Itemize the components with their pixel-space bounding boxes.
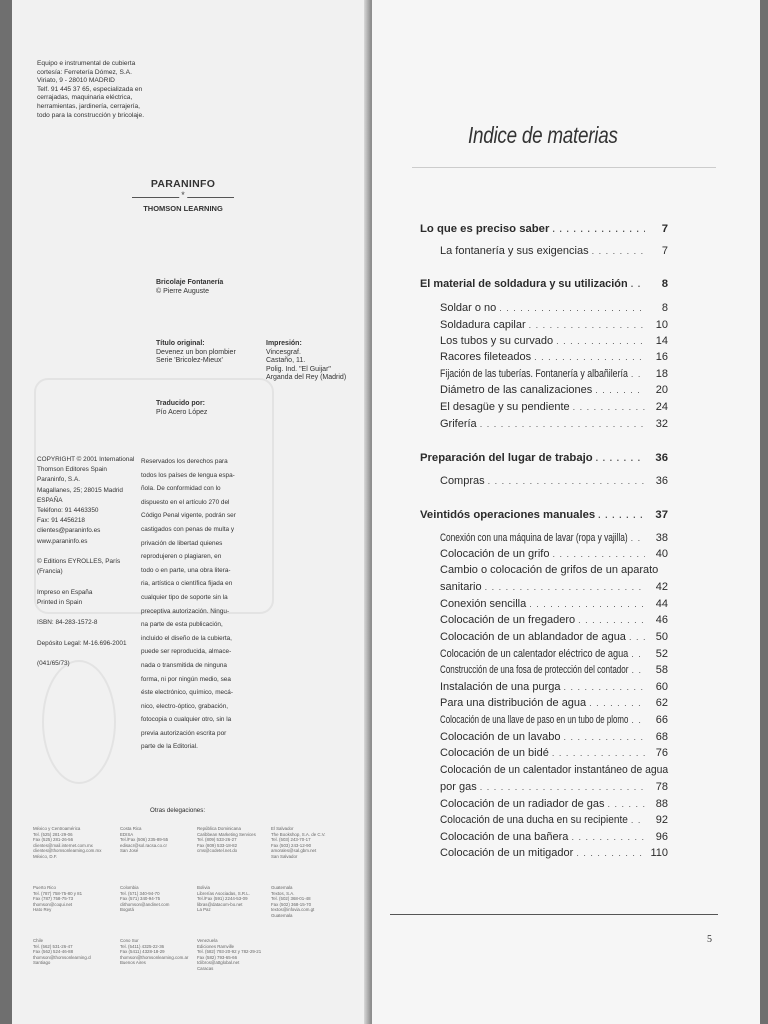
toc-label: Soldadura capilar [440, 319, 526, 331]
toc-page-number: 44 [655, 598, 668, 610]
toc-entry-row [440, 597, 668, 611]
toc-leader-dots [595, 383, 645, 397]
rights-line: nada o transmitida de ninguna [141, 661, 227, 669]
delegation-line: Caracas [197, 965, 214, 971]
toc-leader-dots [529, 318, 645, 332]
delegation-line: Guatemala [271, 885, 293, 890]
rights-line: ñola. De conformidad con lo [141, 485, 221, 493]
toc-label: Para una distribución de agua [440, 697, 587, 709]
delegation-block [120, 885, 198, 913]
toc-entry-row [440, 797, 668, 811]
toc-label: Preparación del lugar de trabajo [420, 452, 593, 464]
toc-page-number: 92 [655, 814, 668, 826]
toc-label: Instalación de una purga [440, 681, 561, 693]
toc-entry-row [440, 613, 668, 627]
toc-entry-row [440, 763, 668, 777]
delegation-line: cms@codetel.net.do [197, 848, 238, 854]
toc-page-number: 110 [650, 847, 668, 859]
copyright-line: (Francia) [37, 568, 63, 576]
delegations-title: Otras delegaciones: [150, 807, 206, 814]
toc-entry-row [440, 367, 668, 381]
toc-label: El desagüe y su pendiente [440, 401, 570, 413]
equipment-credit-line: todo para la construcción y bricolaje. [37, 111, 145, 119]
rights-line: castigados con penas de multa y [141, 525, 235, 533]
delegation-line: EDISA [120, 831, 134, 837]
delegation-block [33, 885, 111, 913]
toc-page-number: 50 [655, 631, 668, 643]
rights-line: incluido el diseño de la cubierta, [141, 634, 232, 642]
toc-leader-dots [631, 663, 645, 677]
toc-entry-row [440, 318, 668, 332]
toc-label: Soldar o no [440, 302, 497, 314]
toc-label: Colocación de un ablandador de agua [440, 631, 626, 643]
copyright-lines [37, 455, 139, 669]
toc-page-number: 60 [655, 681, 668, 693]
copyright-line: Paraninfo, S.A. [37, 476, 80, 484]
delegation-line: tclibros@attglobal.net [197, 960, 240, 966]
toc-page-number: 8 [661, 302, 668, 314]
toc-page-number: 18 [655, 368, 668, 380]
toc-label: Grifería [440, 418, 477, 430]
toc-label: Diámetro de las canalizaciones [440, 384, 593, 396]
toc-leader-dots [578, 613, 645, 627]
copyright-line [37, 628, 139, 638]
delegation-line: Tel. (562) 531-26-47 [33, 943, 73, 949]
toc-entry-row [440, 830, 668, 844]
copyright-line: Depósito Legal: M-16.696-2001 [37, 639, 127, 647]
delegation-line: amorales@sal.gbm.net [271, 848, 317, 854]
delegation-line: Fax (525) 281-26-56 [33, 837, 74, 843]
copyright-line: © Editions EYROLLES, París [37, 558, 121, 566]
toc-label: Cambio o colocación de grifos de un aparato [440, 564, 659, 576]
toc-label: Conexión con una máquina de lavar (ropa y vajilla) [440, 532, 628, 544]
toc-leader-dots [629, 630, 645, 644]
toc-entry-row [440, 846, 668, 860]
toc-entry-row [440, 400, 668, 414]
original-title-line-2: Serie 'Bricolez-Mieux' [156, 357, 223, 365]
delegation-block [120, 938, 198, 966]
toc-label: Colocación de un calentador instantáneo de agua [440, 764, 669, 776]
delegation-line: Fax (582) 793-65-66 [197, 954, 238, 960]
toc-label: Colocación de un mitigador [440, 847, 574, 859]
delegation-line: thomson@coqui.net [33, 901, 73, 907]
toc-page-number: 42 [655, 581, 668, 593]
delegation-line: thomson@thomsonlearning.cl [33, 954, 92, 960]
original-title-label: Título original: [156, 340, 205, 347]
toc-entry-row [440, 417, 668, 431]
toc-entry-row [440, 350, 668, 364]
toc-entry-row [440, 383, 668, 397]
rights-line: privación de libertad quienes [141, 539, 223, 547]
toc-entry-row [440, 730, 668, 744]
rights-line: reprodujeren o plagiaren, en [141, 553, 222, 561]
logo-rule [132, 192, 234, 202]
toc-label: Colocación de un fregadero [440, 614, 576, 626]
toc-chapter-row [420, 508, 668, 522]
bleed-through-circle [42, 660, 116, 784]
toc-entry-row [440, 680, 668, 694]
delegation-line: Tel. (787) 758-75-80 y 81 [33, 890, 83, 896]
toc-label: Veintidós operaciones manuales [420, 509, 596, 521]
toc-leader-dots [631, 367, 645, 381]
toc-page-number: 62 [655, 697, 668, 709]
print-line-2: Castaño, 11. [266, 357, 306, 365]
toc-page-number: 76 [655, 747, 668, 759]
translator-name: Pío Acero López [156, 408, 208, 416]
delegation-block [120, 826, 198, 854]
toc-page-number: 32 [655, 418, 668, 430]
toc-page-number: 58 [655, 664, 668, 676]
toc-leader-dots [631, 531, 645, 545]
delegation-line: San Salvador [271, 853, 298, 859]
delegation-line: Cono Sur [120, 938, 139, 943]
toc-label: Colocación de un lavabo [440, 731, 561, 743]
toc-entry-row [440, 713, 668, 727]
delegation-line: Bogotá [120, 907, 134, 913]
rights-line: preceptiva autorización. Ningu- [141, 607, 230, 615]
toc-page-number: 40 [655, 548, 668, 560]
toc-leader-dots [480, 417, 645, 431]
publisher-brand: PARANINFO [150, 178, 216, 190]
delegation-line: clithomson@andinet.com [120, 901, 170, 907]
toc-page-number: 20 [655, 384, 668, 396]
delegation-line: República Dominicana [197, 826, 241, 831]
delegation-line: San José [120, 848, 139, 854]
toc-leader-dots [631, 647, 645, 661]
equipment-credit-lines [37, 60, 157, 120]
toc-leader-dots [552, 547, 645, 561]
delegation-line: Fax (787) 758-75-73 [33, 896, 74, 902]
print-line-3: Polig. Ind. "El Guijar" [266, 365, 331, 373]
copyright-line: Printed in Spain [37, 598, 83, 606]
rights-line: puede ser reproducida, almace- [141, 648, 232, 656]
toc-leader-dots [631, 277, 645, 291]
delegation-line: Costa Rica [120, 826, 142, 831]
delegation-line: Caribbean Marketing Services [197, 831, 256, 837]
rights-block [141, 455, 265, 754]
delegation-line: edisacr@sol.racsa.co.cr [120, 842, 167, 848]
rights-line: previa autorización escrita por [141, 729, 227, 737]
delegation-line: Tel./Fax (506) 235-89-55 [120, 837, 169, 843]
publisher-logo [128, 178, 238, 213]
delegation-line: La Paz [197, 907, 211, 913]
delegation-line: The Bookshop, S.A. de C.V. [271, 831, 326, 837]
toc-entry-row [440, 563, 668, 577]
toc-page-number: 66 [655, 714, 668, 726]
toc-leader-dots [563, 730, 645, 744]
footer-rule [390, 914, 718, 915]
delegation-line: Fax (5411) 4328-18-29 [120, 949, 165, 955]
copyright-line: Thomson Editores Spain [37, 466, 107, 474]
toc-entry-row [440, 780, 668, 794]
original-title-line-1: Devenez un bon plombier [156, 348, 236, 356]
toc-label: sanitario [440, 581, 482, 593]
copyright-line [37, 608, 139, 618]
toc-leader-dots [552, 222, 645, 236]
delegation-line: Santiago [33, 960, 51, 966]
toc-leader-dots [596, 451, 645, 465]
copyright-line: ESPAÑA [37, 496, 63, 504]
toc-page-number: 52 [655, 648, 668, 660]
toc-page-number: 14 [655, 335, 668, 347]
toc-page-number: 38 [655, 532, 668, 544]
toc-label: Fijación de las tuberías. Fontanería y albañilería [440, 368, 628, 380]
toc-label: Colocación de un grifo [440, 548, 550, 560]
delegation-line: Fax (809) 533-18-82 [197, 842, 238, 848]
toc-entry-row [440, 813, 668, 827]
copyright-line: Fax: 91 4456218 [37, 517, 85, 525]
copyright-line: clientes@paraninfo.es [37, 527, 101, 535]
equipment-credit-line: Telf. 91 445 37 65, especializada en [37, 85, 143, 93]
delegation-line: Librerías Asociadas, S.R.L. [197, 890, 250, 896]
rights-line: fotocopia o cualquier otro, sin la [141, 716, 232, 724]
copyright-line: Magallanes, 25; 28015 Madrid [37, 486, 123, 494]
toc-page-number: 24 [655, 401, 668, 413]
toc-entry-row [440, 663, 668, 677]
rights-line: Reservados los derechos para [141, 458, 228, 465]
toc-page-number: 7 [661, 223, 668, 235]
toc-leader-dots [608, 797, 645, 811]
publisher-sub: THOMSON LEARNING [143, 204, 223, 213]
delegation-line: Tel. (502) 368-01-48 [271, 896, 311, 902]
delegation-line: Tel. (525) 281-29-06 [33, 831, 73, 837]
toc-leader-dots [488, 474, 645, 488]
delegation-line: thomson@thomsonlearning.com.ar [120, 954, 189, 960]
delegation-line: Fax (571) 340-94-75 [120, 896, 161, 902]
toc-page-number: 16 [655, 351, 668, 363]
copyright-line: ISBN: 84-283-1572-8 [37, 619, 98, 627]
book-title: Bricolaje Fontanería [156, 279, 224, 286]
toc-page-number: 36 [655, 452, 668, 464]
toc-label: Colocación de un radiador de gas [440, 798, 605, 810]
toc-label: Colocación de una ducha en su recipiente [440, 814, 628, 826]
delegation-line: Hato Rey [33, 907, 52, 913]
toc-page-number: 8 [661, 278, 668, 290]
delegation-block [197, 938, 275, 972]
star-icon: * [181, 190, 185, 200]
toc-chapter-row [420, 451, 668, 465]
toc-entry-row [440, 630, 668, 644]
delegation-line: México y Centroamérica [33, 826, 81, 831]
delegation-line: Tel. (5411) 4325-22-36 [120, 943, 165, 949]
toc-entry-row [440, 474, 668, 488]
equipment-credit-line: herramientas, jardinería, cerrajería, [37, 102, 140, 110]
rights-line: todos los países de lengua espa- [141, 471, 235, 479]
toc-leader-dots [563, 680, 645, 694]
toc-label: Construcción de una fosa de protección del contador [440, 664, 629, 676]
print-label: Impresión: [266, 340, 302, 347]
toc-leader-dots [529, 597, 645, 611]
toc-entry-row [440, 334, 668, 348]
copyright-line [37, 547, 139, 557]
toc-chapter-row [420, 222, 668, 236]
toc-leader-dots [480, 780, 645, 794]
delegation-line: Tel. (503) 243-70-17 [271, 837, 311, 843]
delegation-block [271, 826, 349, 860]
toc-leader-dots [552, 746, 645, 760]
toc-label: por gas [440, 781, 477, 793]
copyright-line: Teléfono: 91 4463350 [37, 507, 99, 515]
toc-leader-dots [499, 301, 645, 315]
copyright-line [37, 649, 139, 659]
toc-page-number: 96 [655, 831, 668, 843]
delegation-line: Ediciones Ramville [197, 943, 235, 949]
delegation-line: Tel. (582) 793-20-92 y 782-29-21 [197, 949, 262, 955]
translator-label: Traducido por: [156, 400, 205, 407]
delegation-line: Venezuela [197, 938, 218, 943]
toc-page-number: 68 [655, 731, 668, 743]
toc-entry-row [440, 696, 668, 710]
rights-line: na parte de esta publicación, [141, 621, 223, 629]
toc-entry-row [440, 244, 668, 258]
rights-line: ria, artística o científica fijada en [141, 580, 233, 588]
toc-leader-dots [534, 350, 645, 364]
rights-line: dispuesto en el artículo 270 del [141, 498, 230, 506]
book-info [156, 279, 223, 296]
delegation-line: clientes@mail.internet.com.mx [33, 842, 93, 848]
delegation-block [271, 885, 349, 919]
print-block [266, 340, 346, 383]
toc-label: Colocación de un calentador eléctrico de agua [440, 648, 629, 660]
equipment-credit [37, 60, 157, 120]
print-line-4: Arganda del Rey (Madrid) [266, 374, 347, 382]
rights-line: forma, ni por ningún medio, sea [141, 675, 231, 683]
delegation-line: Chile [33, 938, 44, 943]
rights-line: cualquier tipo de soporte sin la [141, 593, 228, 601]
copyright-line [37, 577, 139, 587]
toc-entry-row [440, 301, 668, 315]
translator-block [156, 400, 207, 417]
delegation-line: textos@infovia.com.gt [271, 907, 315, 913]
equipment-credit-line: Equipo e instrumental de cubierta [37, 60, 136, 67]
rights-line: todo o en parte, una obra litera- [141, 566, 231, 574]
delegation-line: Puerto Rico [33, 885, 56, 890]
copyright-line: COPYRIGHT © 2001 International [37, 456, 135, 463]
toc-label: Los tubos y su curvado [440, 335, 554, 347]
rights-line: nico, electro-óptico, grabación, [141, 702, 229, 710]
delegation-block [33, 938, 111, 966]
toc-entry-row [440, 580, 668, 594]
delegation-line: Bolivia [197, 885, 210, 890]
copyright-block [37, 455, 139, 669]
toc-page-number: 7 [661, 245, 668, 257]
toc-label: Lo que es preciso saber [420, 223, 550, 235]
delegation-line: Fax (562) 524-46-88 [33, 949, 74, 955]
toc-page-number: 78 [655, 781, 668, 793]
toc-leader-dots [589, 696, 645, 710]
delegation-line: Tel. (809) 533-26-27 [197, 837, 237, 843]
toc-leader-dots [485, 580, 645, 594]
toc-label: Colocación de una bañera [440, 831, 569, 843]
toc-chapter-row [420, 277, 668, 291]
delegation-block [197, 885, 275, 913]
copyright-line: www.paraninfo.es [37, 537, 88, 545]
toc-leader-dots [631, 813, 645, 827]
copyright-line: Impreso en España [37, 588, 93, 596]
equipment-credit-line: cerrajadas, maquinaria eléctrica, [37, 94, 133, 102]
delegation-line: clientes@thomsonlearning.com.mx [33, 848, 102, 854]
toc-leader-dots [573, 400, 645, 414]
toc-leader-dots [631, 713, 645, 727]
equipment-credit-line: cortesía: Ferretería Dómez, S.A. [37, 68, 132, 76]
rights-line: Código Penal vigente, podrán ser [141, 512, 236, 520]
equipment-credit-line: Viriato, 9 - 28010 MADRID [37, 77, 115, 85]
toc-leader-dots [571, 830, 645, 844]
delegation-line: Fax (503) 243-12-90 [271, 842, 312, 848]
toc-page-number: 36 [655, 475, 668, 487]
toc-label: El material de soldadura y su utilización [420, 278, 628, 290]
toc-leader-dots [556, 334, 645, 348]
delegation-line: libras@datacom-bo.net [197, 901, 243, 907]
toc-page-number: 88 [655, 798, 668, 810]
toc-label: Racores fileteados [440, 351, 532, 363]
print-line-1: Vincesgraf. [266, 348, 301, 356]
toc-label: Colocación de una llave de paso en un tubo de plomo [440, 714, 629, 726]
toc-label: Conexión sencilla [440, 598, 527, 610]
toc-entry-row [440, 547, 668, 561]
delegation-line: Tel. (571) 340-94-70 [120, 890, 160, 896]
rights-line: parte de la Editorial. [141, 743, 198, 751]
book-author: © Pierre Auguste [156, 287, 210, 295]
delegation-line: El Salvador [271, 826, 294, 831]
toc-label: Compras [440, 475, 485, 487]
toc-leader-dots [598, 508, 645, 522]
delegation-line: Buenos Aires [120, 960, 146, 966]
original-title-block [156, 340, 236, 366]
delegation-block [33, 826, 111, 860]
toc-entry-row [440, 746, 668, 760]
toc-entry-row [440, 531, 668, 545]
index-title: Indice de materias [468, 122, 618, 148]
toc-leader-dots [592, 244, 645, 258]
delegation-line: Guatemala [271, 912, 293, 918]
title-rule [412, 167, 716, 168]
toc-page-number: 37 [655, 509, 668, 521]
delegation-line: México, D.F. [33, 853, 58, 859]
rights-lines [141, 455, 265, 754]
toc-page-number: 46 [655, 614, 668, 626]
toc-label: Colocación de un bidé [440, 747, 549, 759]
delegation-line: Textos, S.A. [271, 890, 295, 896]
page-number: 5 [707, 934, 712, 945]
delegation-block [197, 826, 275, 854]
toc-leader-dots [576, 846, 645, 860]
toc-label: La fontanería y sus exigencias [440, 245, 589, 257]
delegation-line: Tel./Fax (591) 2244-53-09 [197, 896, 248, 902]
copyright-line: (041/65/73) [37, 660, 70, 668]
toc-entry-row [440, 647, 668, 661]
toc-page-number: 10 [655, 319, 668, 331]
rights-line: éste electrónico, químico, mecá- [141, 689, 233, 697]
delegation-line: Fax (502) 368-15-70 [271, 901, 312, 907]
delegation-line: Colombia [120, 885, 139, 890]
